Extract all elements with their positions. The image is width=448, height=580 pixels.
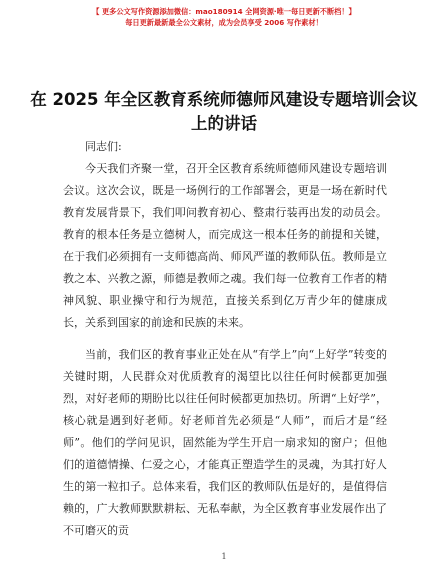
paragraph-1: 今天我们齐聚一堂，召开全区教育系统师德师风建设专题培训会议。这次会议，既是一场例行的工作部署会，更是一场在新时代教育发展背景下，我们叩问教育初心、整肃行装再出发的动员会。教育的根本任务是立德树人，而完成这一根本任务的前提和关键，在于我们必须拥有一支师德高尚、师风严谨的教师队伍。教师是立教之本、兴教之源，师德是教师之魂。我们每一位教育工作者的精神风貌、职业操守和行为规范，直接关系到亿万青少年的健康成长，关系到国家的前途和民族的未来。 <box>63 162 387 329</box>
greeting: 同志们: <box>85 140 122 153</box>
page-number: 1 <box>221 552 227 561</box>
paragraph-2: 当前，我们区的教育事业正处在从“有学上”向“上好学”转变的关键时期，人民群众对优质教育的渴望比以往任何时候都更加强烈，对好老师的期盼比以往任何时候都更加热切。所谓“上好学”，核心就是遇到好老师。好老师首先必须是“人师”，而后才是“经师”。他们的学问见识，固然能为学生开启一扇求知的窗户；但他们的道德情操、仁爱之心，才能真正塑造学生的灵魂，为其打好人生的第一粒扣子。总体来看，我们区的教师队伍是好的，是值得信赖的，广大教师默默耕耘、无私奉献，为全区教育事业发展作出了不可磨灭的贡 <box>63 348 387 537</box>
promo-banner-line2: 每日更新最新最全公文素材，成为会员享受 2006 写作素材！ <box>125 18 323 27</box>
promo-banner <box>0 6 448 28</box>
promo-banner-line1: 【 更多公文写作资源添加微信：mao180914 全网资源·唯一每日更新不断档！】 <box>92 7 356 16</box>
document-body <box>63 136 387 542</box>
document-title: 在 2025 年全区教育系统师德师风建设专题培训会议上的讲话 <box>30 90 418 133</box>
